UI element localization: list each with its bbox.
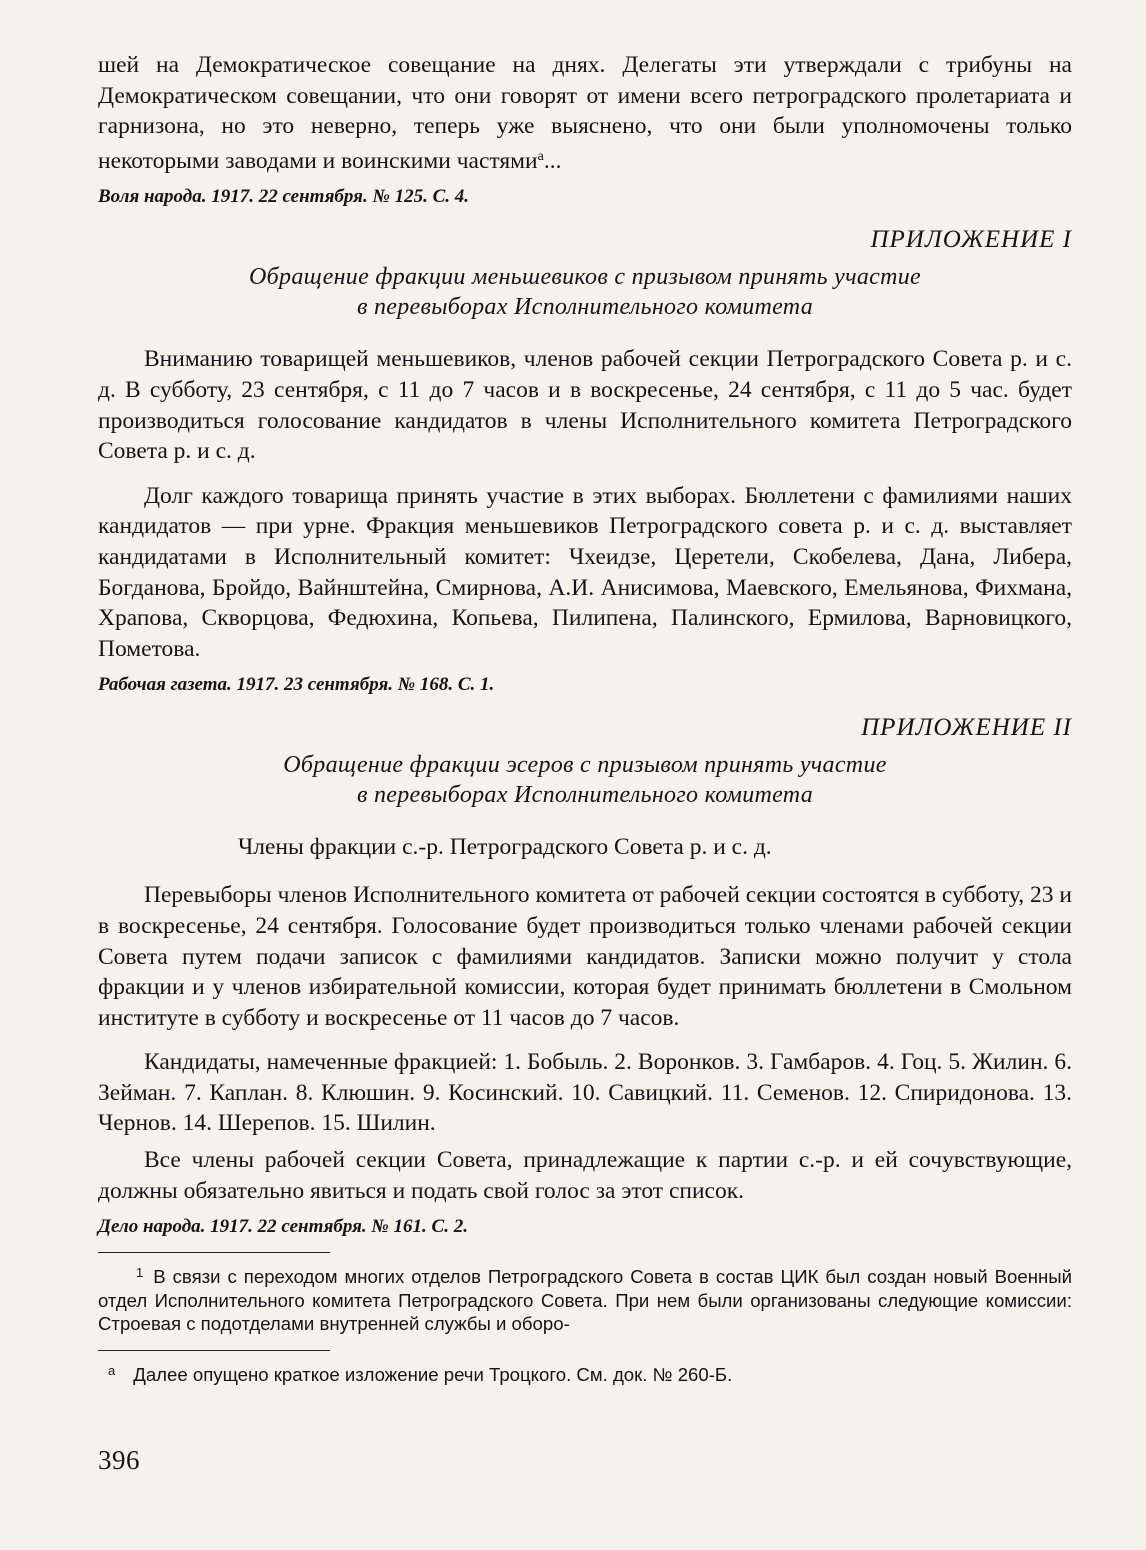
- footnote-a: [98, 1359, 1072, 1387]
- source-citation-3: Дело народа. 1917. 22 сентября. № 161. С. 2.: [98, 1216, 468, 1238]
- footnote-1-marker: 1: [136, 1265, 144, 1281]
- appendix-1-title-line-1: Обращение фракции меньшевиков с призывом принять участие: [249, 264, 921, 291]
- opening-paragraph-text: шей на Демократическое совещание на днях. Делегаты эти утверждали с трибуны на Демократическом совещании, что они говорят от имени всего петроградского пролетариата и гарнизона, но это неверно, теперь уже выяснено, что они были уполномочены только некоторыми заводами и воинскими частями: [98, 52, 1072, 174]
- source-citation-1: Воля народа. 1917. 22 сентября. № 125. С. 4.: [98, 186, 470, 208]
- footnote-a-marker: а: [108, 1363, 116, 1379]
- footnote-1-text: В связи с переходом многих отделов Петроградского Совета в состав ЦИК был создан новый Военный отдел Исполнительного комитета Петроградского Совета. При нем были организованы следующие комиссии: Строевая с подотделами внутренней службы и оборо-: [98, 1266, 1072, 1335]
- appendix-2-paragraph-2: Кандидаты, намеченные фракцией: 1. Бобыль. 2. Воронков. 3. Гамбаров. 4. Гоц. 5. Жилин. 6. Зейман. 7. Каплан. 8. Клюшин. 9. Косинский. 10. Савицкий. 11. Семенов. 12. Спиридонова. 13. Чернов. 14. Шерепов. 15. Шилин.: [98, 1049, 1072, 1137]
- footnote-divider: [98, 1252, 330, 1253]
- appendix-1-label: ПРИЛОЖЕНИЕ I: [870, 226, 1072, 254]
- appendix-2-paragraph-3: Все члены рабочей секции Совета, принадлежащие к партии с.-р. и ей сочувствующие, должны обязательно явиться и подать свой голос за этот список.: [98, 1147, 1072, 1204]
- source-citation-2: Рабочая газета. 1917. 23 сентября. № 168. С. 1.: [98, 674, 495, 696]
- footnote-a-text: Далее опущено краткое изложение речи Троцкого. См. док. № 260-Б.: [133, 1364, 733, 1386]
- footnote-divider-2: [98, 1350, 330, 1351]
- page-number: 396: [98, 1445, 140, 1476]
- opening-paragraph-ellipsis: ...: [543, 147, 562, 174]
- footnote-1: [98, 1261, 1072, 1336]
- appendix-2-title-line-1: Обращение фракции эсеров с призывом принять участие: [283, 752, 887, 779]
- appendix-1-title: [98, 262, 1072, 322]
- document-page: [98, 50, 1072, 1476]
- appendix-2-title: [98, 750, 1072, 810]
- appendix-1-paragraph-1: Вниманию товарищей меньшевиков, членов рабочей секции Петроградского Совета р. и с. д. В субботу, 23 сентября, с 11 до 7 часов и в воскресенье, 24 сентября, с 11 до 5 час. будет производиться голосование кандидатов в члены Исполнительного комитета Петроградского Совета р. и с. д.: [98, 346, 1072, 465]
- appendix-2-label: ПРИЛОЖЕНИЕ II: [861, 714, 1072, 742]
- appendix-1-paragraph-2: Долг каждого товарища принять участие в этих выборах. Бюллетени с фамилиями наших кандидатов — при урне. Фракция меньшевиков Петроградского совета р. и с. д. выставляет кандидатами в Исполнительный комитет: Чхеидзе, Церетели, Скобелева, Дана, Либера, Богданова, Бройдо, Вайнштейна, Смирнова, А.И. Анисимова, Маевского, Емельянова, Фихмана, Храпова, Скворцова, Федюхина, Копьева, Пилипена, Палинского, Ермилова, Варновицкого, Пометова.: [98, 482, 1072, 662]
- footnote-ref-a: а: [537, 148, 544, 164]
- appendix-2-title-line-2: в перевыборах Исполнительного комитета: [356, 782, 813, 809]
- appendix-2-address-line: Члены фракции с.-р. Петроградского Совета р. и с. д.: [238, 834, 772, 861]
- appendix-1-title-line-2: в перевыборах Исполнительного комитета: [356, 294, 813, 321]
- appendix-2-paragraph-1: Перевыборы членов Исполнительного комитета от рабочей секции состоятся в субботу, 23 и в воскресенье, 24 сентября. Голосование будет производиться только членами рабочей секции Совета путем подачи записок с фамилиями кандидатов. Записки можно получит у стола фракции и у членов избирательной комиссии, которая будет принимать бюллетени в Смольном институте в субботу и воскресенье от 11 часов до 7 часов.: [98, 882, 1072, 1031]
- opening-paragraph: [98, 50, 1072, 176]
